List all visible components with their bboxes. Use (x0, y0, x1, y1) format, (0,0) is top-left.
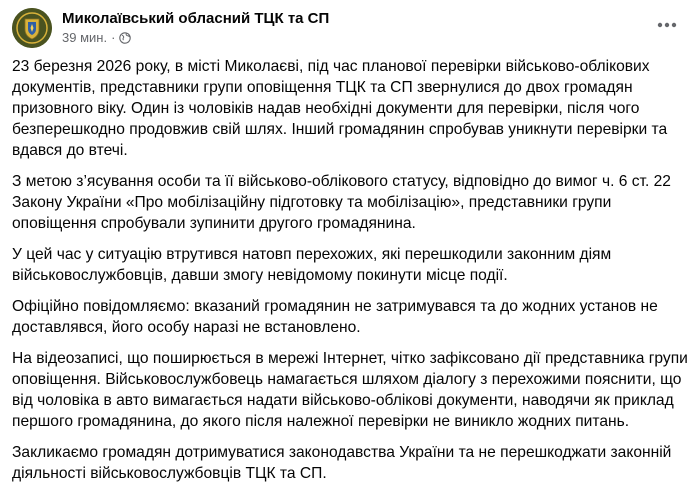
emblem-avatar-icon[interactable] (12, 8, 52, 48)
page-name-link[interactable]: Миколаївський обласний ТЦК та СП (62, 10, 330, 27)
post-paragraph: Закликаємо громадян дотримуватися законодавства України та не перешкоджати законній діяльності військовослужбовців ТЦК та СП. (12, 444, 672, 482)
post-meta (62, 30, 131, 46)
globe-icon[interactable] (119, 32, 131, 44)
post-paragraph: На відеозаписі, що поширюється в мережі Інтернет, чітко зафіксовано дії представника групи оповіщення. Військовослужбовець намагається шляхом діалогу з перехожими пояснити, що від чоловіка в авто вимагається надати військово-облікові документи, наводячи як приклад першого громадянина, до якого після належної перевірки не виникло жодних питань. (12, 350, 688, 430)
post-paragraph: З метою з’ясування особи та її військово-облікового статусу, відповідно до вимог ч. 6 ст. 22 Закону України «Про мобілізаційну підготовку та мобілізацію», представники групи оповіщення спробували зупинити другого громадянина. (12, 173, 671, 232)
post-header (12, 8, 684, 48)
post-paragraph: У цей час у ситуацію втрутився натовп перехожих, які перешкодили законним діям військовослужбовців, давши змогу невідомому покинути місце події. (12, 246, 612, 284)
post-time-link[interactable]: 39 мин. (62, 30, 108, 45)
post-paragraph: 23 березня 2026 року, в місті Миколаєві, під час планової перевірки військово-облікових документів, представники групи оповіщення ТЦК та СП звернулися до двох громадян призовного віку. Один із чоловіків надав необхідні документи для перевірки, після чого безперешкодно продовжив свій шлях. Інший громадянин спробував уникнути перевірки та вдався до втечі. (12, 58, 668, 159)
post-paragraph: Офіційно повідомляємо: вказаний громадянин не затримувався та до жодних установ не доставлявся, його особу наразі не встановлено. (12, 298, 658, 336)
post-text (12, 56, 688, 494)
meta-separator: · (111, 30, 116, 45)
ellipsis-icon[interactable] (652, 10, 682, 40)
